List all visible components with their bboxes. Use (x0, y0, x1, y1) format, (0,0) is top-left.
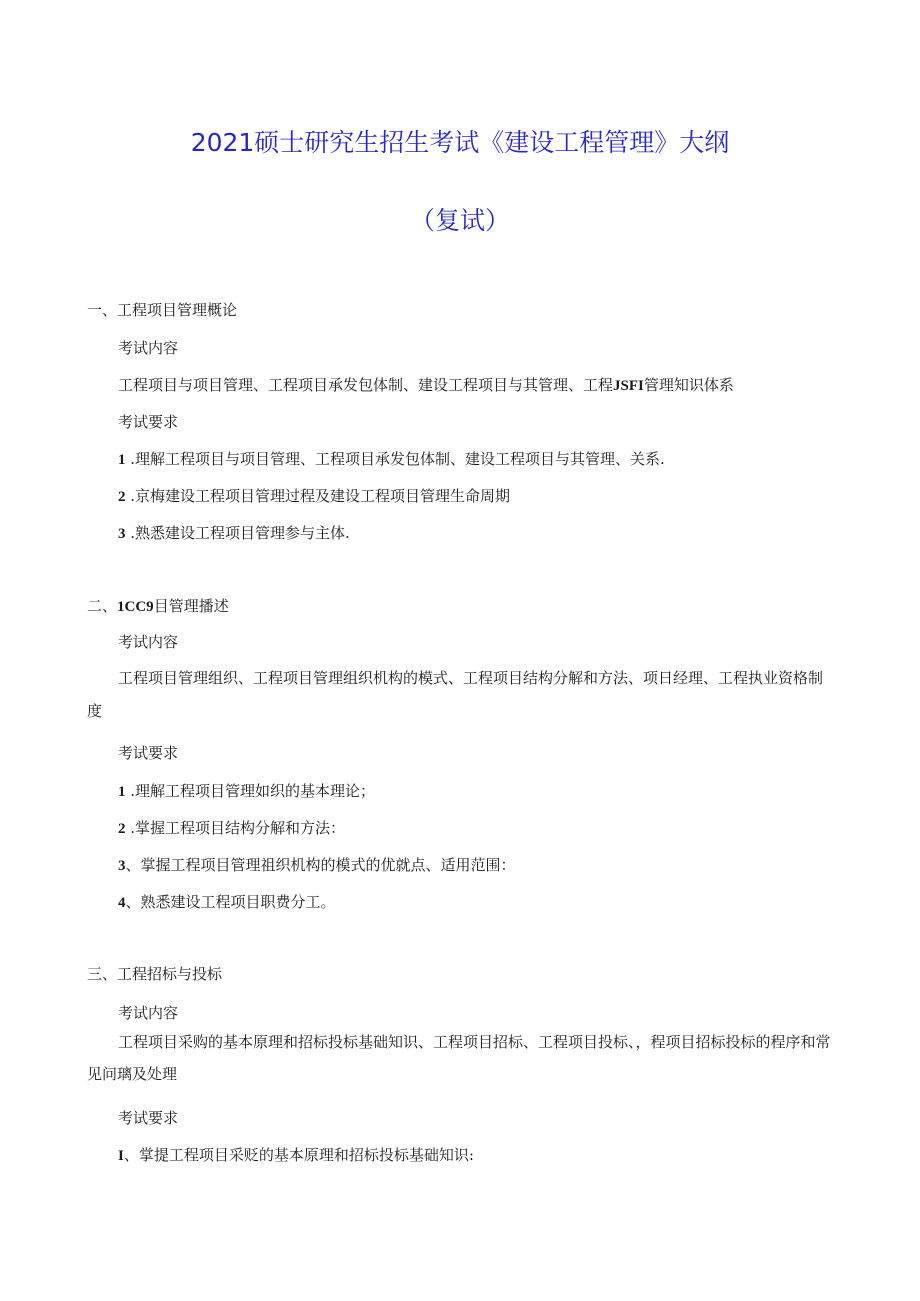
section-2-requirement-item: 4、熟悉建设工程项目职费分工。 (118, 893, 336, 911)
section-1-requirements-label: 考试要求 (118, 413, 179, 431)
section-2-requirement-item: 1 .理解工程项目管理如织的基本理论； (118, 782, 376, 800)
section-1-requirement-item: 1 .理解工程项目与项目管理、工程项目承发包体制、建设工程项目与其管理、关系. (118, 450, 665, 468)
section-1-heading: 一、工程项目管理概论 (87, 301, 238, 319)
section-3-content-text: 工程项目采购的基本原理和招标投标基础知识、工程项目招标、工程项目投标、，程项目招标投标的程序和常见问璃及处理 (87, 1033, 831, 1083)
document-title: 2021硕士研究生招生考试《建设工程管理》大纲 (190, 128, 730, 157)
section-3-requirements-label: 考试要求 (118, 1109, 179, 1127)
section-1-requirement-item: 3 .熟悉建设工程项目管理参与主体. (118, 524, 350, 542)
section-1-requirement-item: 2 .京梅建设工程项目管理过程及建设工程项目管理生命周期 (118, 487, 511, 505)
section-2-heading: 二、1CC9目管理播述 (87, 597, 229, 615)
section-3-content-label: 考试内容 (118, 1004, 179, 1022)
section-2-content-text: 工程项目管理组织、工程项目管理组织机构的模式、工程项目结构分解和方法、项日经理、工程执业资格制度 (87, 669, 824, 720)
section-2-content-label: 考试内容 (118, 633, 179, 651)
section-2-requirements-label: 考试要求 (118, 744, 179, 762)
section-1-content-label: 考试内容 (118, 339, 179, 357)
section-2-requirement-item: 3、掌握工程项目管理祖织机构的模式的优就点、适用范围： (118, 856, 516, 874)
section-2-requirement-item: 2 .掌握工程项目结构分解和方法： (118, 819, 346, 837)
section-3-heading: 三、工程招标与投标 (87, 965, 223, 983)
section-3-requirement-item: I、掌提工程项目采贬的基本原理和招标投标基础知识: (118, 1146, 474, 1164)
section-1-content-text: 工程项目与项目管理、工程项目承发包体制、建设工程项目与其管理、工程JSFI管理知识体系 (118, 376, 734, 394)
document-subtitle: （复试） (409, 206, 510, 235)
